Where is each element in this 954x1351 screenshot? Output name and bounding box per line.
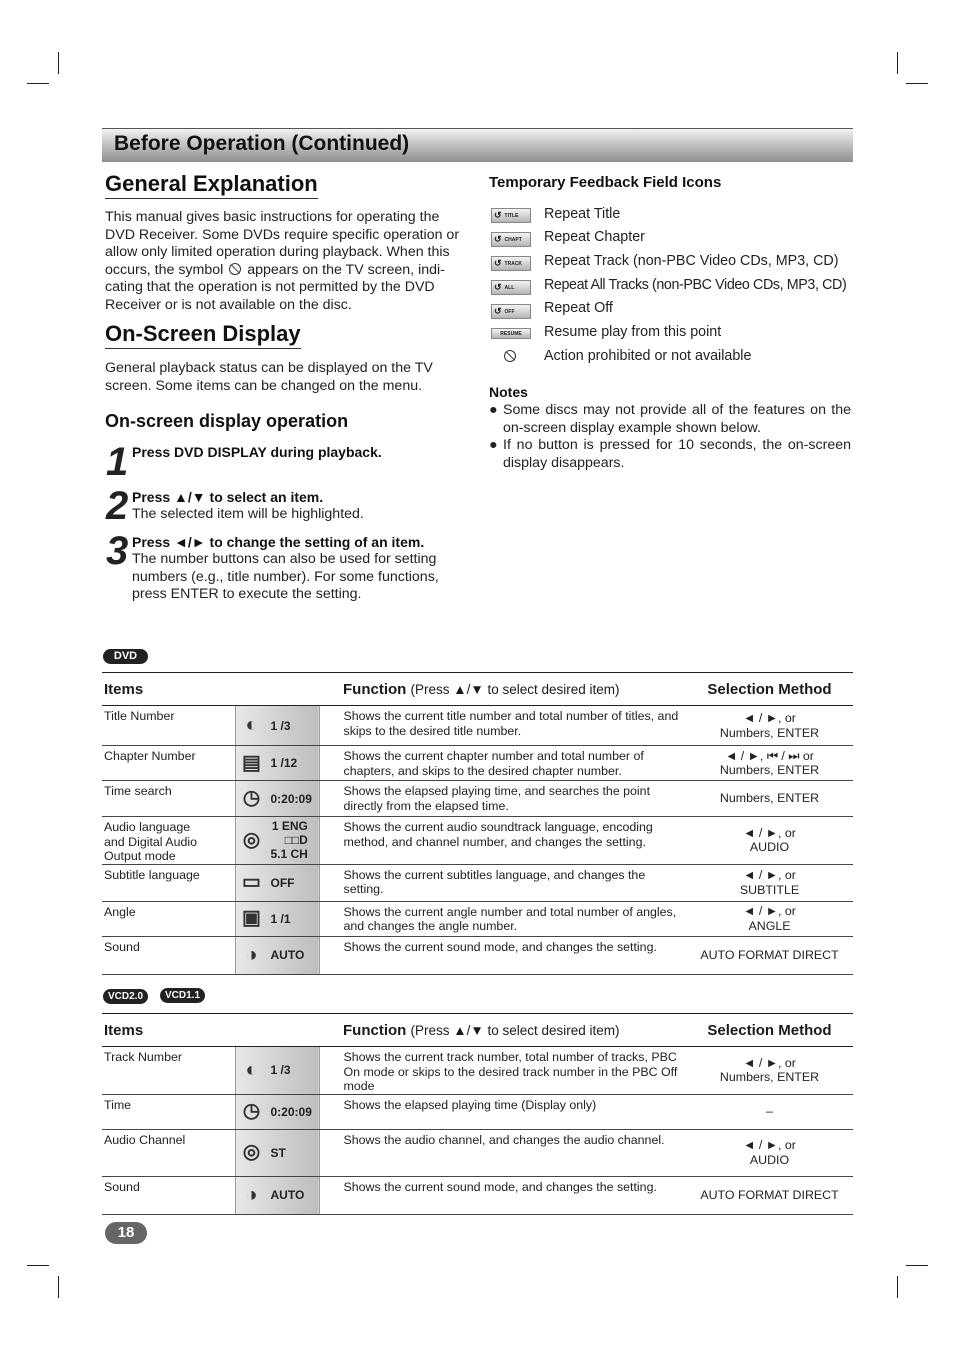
osd-display-value: ST <box>270 1145 286 1160</box>
selection-method: ◄ / ►, or AUDIO <box>686 1129 853 1176</box>
step-instruction: Press ◄/► to change the setting of an item. <box>132 534 425 550</box>
item-name: Angle <box>102 901 235 936</box>
sound-mode-icon: ◑ <box>245 1183 258 1206</box>
osd-display-sample <box>235 1176 319 1214</box>
items-header: Items <box>102 673 235 706</box>
note-item: ● If no button is pressed for 10 seconds, the on-screen display disappears. <box>489 437 851 471</box>
osd-display-sample <box>235 1047 319 1095</box>
feedback-label: Repeat Track (non-PBC Video CDs, MP3, CD) <box>544 253 839 269</box>
osd-display-sample <box>235 746 319 781</box>
osd-display-sample <box>235 817 319 865</box>
table-row <box>102 936 853 974</box>
function-description: Shows the current angle number and total number of angles, and changes the angle number. <box>319 901 686 936</box>
osd-display-value: 0:20:09 <box>270 791 312 806</box>
item-name: Audio Channel <box>102 1129 235 1176</box>
feedback-label: Repeat Chapter <box>544 229 645 245</box>
item-name: Track Number <box>102 1047 235 1095</box>
repeat-off-icon: ↺ OFF <box>491 304 531 319</box>
general-explanation-text <box>105 209 467 315</box>
step-number: 2 <box>106 484 129 528</box>
osd-display-sample <box>235 1094 319 1129</box>
on-screen-display-text: General playback status can be displayed on the TV screen. Some items can be changed on the menu. <box>105 360 433 394</box>
table-row <box>102 864 853 901</box>
vcd2-badge: VCD2.0 <box>103 989 148 1004</box>
osd-display-sample <box>235 1129 319 1176</box>
sound-mode-icon: ◑ <box>245 943 258 966</box>
function-description: Shows the elapsed playing time, and searches the point directly from the elapsed time. <box>319 781 686 817</box>
step-number: 3 <box>106 529 129 573</box>
section-banner <box>102 128 853 162</box>
general-text-part-1: This manual gives basic instructions for operating the DVD Receiver. Some DVDs require specific operation or allow only limited operation during playback. When this occurs, the symbol <box>105 209 460 278</box>
items-header: Items <box>102 1014 235 1047</box>
selection-method: ◄ / ►, ⏮ / ⏭ or Numbers, ENTER <box>686 746 853 781</box>
step-instruction: Press ▲/▼ to select an item. <box>132 489 324 505</box>
clock-icon: ◷ <box>242 787 261 810</box>
feedback-icons-heading: Temporary Feedback Field Icons <box>489 174 722 191</box>
crop-mark <box>27 83 49 84</box>
selection-method: Numbers, ENTER <box>686 781 853 817</box>
crop-mark <box>58 1276 59 1298</box>
osd-display-value: 1 /1 <box>270 911 291 926</box>
general-text-part-2: appears on the TV screen, indi-cating that the operation is not permitted by the DVD Receiver or is not available on the disc. <box>105 261 445 313</box>
item-name: Subtitle language <box>102 864 235 901</box>
table-header-row <box>102 1014 853 1047</box>
osd-display-value: AUTO <box>270 948 305 962</box>
crop-mark <box>897 1276 898 1298</box>
osd-display-sample <box>235 864 319 901</box>
table-row <box>102 746 853 781</box>
function-description: Shows the audio channel, and changes the audio channel. <box>319 1129 686 1176</box>
dvd-badge: DVD <box>103 649 148 664</box>
notes-list <box>489 402 851 472</box>
step-number: 1 <box>106 440 129 484</box>
clock-icon: ◷ <box>242 1100 261 1123</box>
osd-display-sample <box>235 936 319 974</box>
selection-method: – <box>686 1094 853 1129</box>
osd-display-value: AUTO <box>270 1188 305 1202</box>
repeat-chapter-icon: ↺ CHAPT <box>491 232 531 247</box>
crop-mark <box>58 52 59 74</box>
step-instruction: Press DVD DISPLAY during playback. <box>132 444 382 460</box>
vcd1-badge: VCD1.1 <box>160 988 205 1003</box>
item-name: Title Number <box>102 706 235 746</box>
camera-icon: ▣ <box>242 907 261 930</box>
function-description: Shows the current track number, total number of tracks, PBC On mode or skips to the desired track number in the PBC Off mode <box>319 1047 686 1095</box>
item-name: Audio language and Digital Audio Output mode <box>102 817 235 865</box>
step-detail: The selected item will be highlighted. <box>132 506 364 522</box>
table-row <box>102 1094 853 1129</box>
feedback-label: Repeat All Tracks (non-PBC Video CDs, MP3, CD) <box>544 277 847 293</box>
page-number: 18 <box>105 1222 147 1244</box>
repeat-title-icon: ↺ TITLE <box>491 208 531 223</box>
table-row <box>102 1129 853 1176</box>
feedback-label: Action prohibited or not available <box>544 348 752 364</box>
item-name: Time search <box>102 781 235 817</box>
osd-display-value: 1 /12 <box>270 756 298 770</box>
clapperboard-icon: ▤ <box>242 751 261 774</box>
selection-header: Selection Method <box>686 673 853 706</box>
note-item: ● Some discs may not provide all of the features on the on-screen display example shown below. <box>489 402 851 436</box>
item-name: Time <box>102 1094 235 1129</box>
function-header: Function (Press ▲/▼ to select desired item) <box>319 673 686 706</box>
selection-method: ◄ / ►, or Numbers, ENTER <box>686 706 853 746</box>
item-name: Sound <box>102 936 235 974</box>
table-row <box>102 781 853 817</box>
vcd-display-table <box>102 1013 853 1215</box>
function-description: Shows the current sound mode, and changes the setting. <box>319 936 686 974</box>
disc-camera-icon: ◐ <box>245 714 258 737</box>
function-description: Shows the current sound mode, and changes the setting. <box>319 1176 686 1214</box>
function-header: Function (Press ▲/▼ to select desired item) <box>319 1014 686 1047</box>
step-detail: The number buttons can also be used for setting numbers (e.g., title number). For some functions, press ENTER to execute the setting. <box>132 551 439 603</box>
table-row <box>102 1176 853 1214</box>
osd-display-sample <box>235 901 319 936</box>
item-name: Chapter Number <box>102 746 235 781</box>
table-row <box>102 706 853 746</box>
item-name: Sound <box>102 1176 235 1214</box>
table-header-row <box>102 673 853 706</box>
prohibited-icon <box>229 263 241 275</box>
resume-icon: RESUME <box>491 328 531 339</box>
function-description: Shows the current chapter number and total number of chapters, and skips to the desired chapter number. <box>319 746 686 781</box>
table-row <box>102 1047 853 1095</box>
prohibited-icon <box>504 350 516 362</box>
selection-header: Selection Method <box>686 1014 853 1047</box>
function-description: Shows the current subtitles language, and changes the setting. <box>319 864 686 901</box>
osd-display-value: 1 /3 <box>270 718 291 733</box>
osd-display-value: 0:20:09 <box>270 1104 312 1119</box>
feedback-label: Repeat Title <box>544 206 621 222</box>
crop-mark <box>906 1265 928 1266</box>
osd-display-sample <box>235 706 319 746</box>
osd-display-value: OFF <box>270 875 295 890</box>
function-description: Shows the current audio soundtrack language, encoding method, and channel number, and changes the setting. <box>319 817 686 865</box>
on-screen-display-heading: On-Screen Display <box>105 321 301 349</box>
disc-camera-icon: ◐ <box>245 1059 258 1081</box>
function-description: Shows the current title number and total number of titles, and skips to the desired title number. <box>319 706 686 746</box>
osd-display-value: 1 /3 <box>270 1063 291 1078</box>
selection-method: ◄ / ►, or SUBTITLE <box>686 864 853 901</box>
function-description: Shows the elapsed playing time (Display only) <box>319 1094 686 1129</box>
osd-operation-heading: On-screen display operation <box>105 411 349 431</box>
osd-display-sample <box>235 781 319 817</box>
selection-method: ◄ / ►, or AUDIO <box>686 817 853 865</box>
general-explanation-heading: General Explanation <box>105 171 318 199</box>
banner-title: Before Operation (Continued) <box>114 132 410 155</box>
osd-display-value: 1 ENG □□D 5.1 CH <box>270 819 308 862</box>
subtitle-screen-icon: ▭ <box>242 871 261 894</box>
speaker-rings-icon: ◎ <box>242 1141 261 1164</box>
selection-method: ◄ / ►, or ANGLE <box>686 901 853 936</box>
feedback-label: Repeat Off <box>544 300 613 316</box>
feedback-label: Resume play from this point <box>544 324 722 340</box>
speaker-rings-icon: ◎ <box>242 829 261 851</box>
selection-method: AUTO FORMAT DIRECT <box>686 936 853 974</box>
table-row <box>102 817 853 865</box>
repeat-track-icon: ↺ TRACK <box>491 256 531 271</box>
notes-heading: Notes <box>489 384 528 400</box>
crop-mark <box>27 1265 49 1266</box>
crop-mark <box>897 52 898 74</box>
dvd-display-table <box>102 672 853 975</box>
selection-method: AUTO FORMAT DIRECT <box>686 1176 853 1214</box>
crop-mark <box>906 83 928 84</box>
repeat-all-icon: ↺ ALL <box>491 280 531 295</box>
selection-method: ◄ / ►, or Numbers, ENTER <box>686 1047 853 1095</box>
table-row <box>102 901 853 936</box>
